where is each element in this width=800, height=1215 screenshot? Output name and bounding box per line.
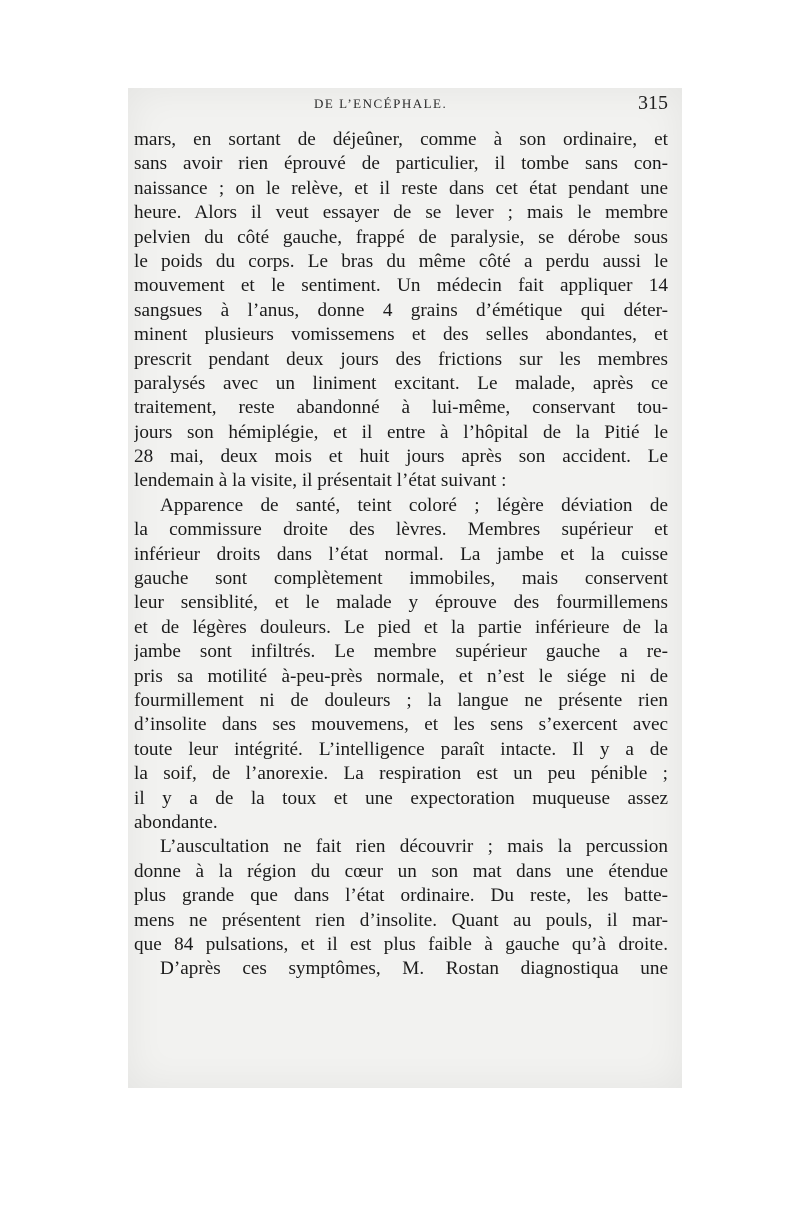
body-text bbox=[134, 128, 668, 982]
text-line: mars, en sortant de déjeûner, comme à son ordinaire, et bbox=[134, 129, 668, 150]
text-line: mens ne présentent rien d’insolite. Quant au pouls, il mar- bbox=[134, 909, 668, 931]
page-number: 315 bbox=[638, 92, 668, 114]
text-line: paralysés avec un liniment excitant. Le malade, après ce bbox=[134, 372, 668, 394]
page-header bbox=[128, 92, 682, 120]
text-line: pelvien du côté gauche, frappé de paralysie, se dérobe sous bbox=[134, 226, 668, 248]
text-line: minent plusieurs vomissemens et des selles abondantes, et bbox=[134, 324, 668, 346]
text-line: gauche sont complètement immobiles, mais conservent bbox=[134, 568, 668, 590]
book-page bbox=[128, 88, 682, 1088]
text-line: Apparence de santé, teint coloré ; légère déviation de bbox=[160, 494, 668, 516]
text-line: sans avoir rien éprouvé de particulier, il tombe sans con- bbox=[134, 153, 668, 175]
text-line: lendemain à la visite, il présentait l’état suivant : bbox=[134, 470, 507, 492]
text-line: il y a de la toux et une expectoration muqueuse assez bbox=[134, 787, 668, 809]
text-line: inférieur droits dans l’état normal. La jambe et la cuisse bbox=[134, 543, 668, 565]
text-line: leur sensiblité, et le malade y éprouve des fourmillemens bbox=[134, 592, 668, 614]
text-line: jambe sont infiltrés. Le membre supérieur gauche a re- bbox=[134, 641, 668, 663]
text-line: la soif, de l’anorexie. La respiration est un peu pénible ; bbox=[134, 763, 668, 785]
text-line: 28 mai, deux mois et huit jours après son accident. Le bbox=[134, 446, 668, 468]
text-line: plus grande que dans l’état ordinaire. Du reste, les batte- bbox=[134, 885, 668, 907]
text-line: prescrit pendant deux jours des frictions sur les membres bbox=[134, 348, 668, 370]
text-line: la commissure droite des lèvres. Membres supérieur et bbox=[134, 519, 668, 541]
text-line: le poids du corps. Le bras du même côté a perdu aussi le bbox=[134, 250, 668, 272]
text-line: donne à la région du cœur un son mat dans une étendue bbox=[134, 860, 668, 882]
text-line: abondante. bbox=[134, 811, 218, 833]
text-line: d’insolite dans ses mouvemens, et les sens s’exercent avec bbox=[134, 714, 668, 736]
text-line: toute leur intégrité. L’intelligence paraît intacte. Il y a de bbox=[134, 738, 668, 760]
running-head: DE L’ENCÉPHALE. bbox=[314, 96, 448, 111]
text-line: que 84 pulsations, et il est plus faible à gauche qu’à droite. bbox=[134, 933, 668, 955]
text-line: heure. Alors il veut essayer de se lever ; mais le membre bbox=[134, 202, 668, 224]
text-line: D’après ces symptômes, M. Rostan diagnostiqua une bbox=[160, 958, 668, 980]
text-line: L’auscultation ne fait rien découvrir ; mais la percussion bbox=[160, 836, 668, 858]
text-line: jours son hémiplégie, et il entre à l’hôpital de la Pitié le bbox=[134, 421, 668, 443]
text-line: fourmillement ni de douleurs ; la langue ne présente rien bbox=[134, 689, 668, 711]
text-line: pris sa motilité à-peu-près normale, et n’est le siége ni de bbox=[134, 665, 668, 687]
text-line: traitement, reste abandonné à lui-même, conservant tou- bbox=[134, 397, 668, 419]
text-line: mouvement et le sentiment. Un médecin fait appliquer 14 bbox=[134, 275, 668, 297]
text-line: et de légères douleurs. Le pied et la partie inférieure de la bbox=[134, 616, 668, 638]
text-line: sangsues à l’anus, donne 4 grains d’émétique qui déter- bbox=[134, 299, 668, 321]
text-line: naissance ; on le relève, et il reste dans cet état pendant une bbox=[134, 177, 668, 199]
